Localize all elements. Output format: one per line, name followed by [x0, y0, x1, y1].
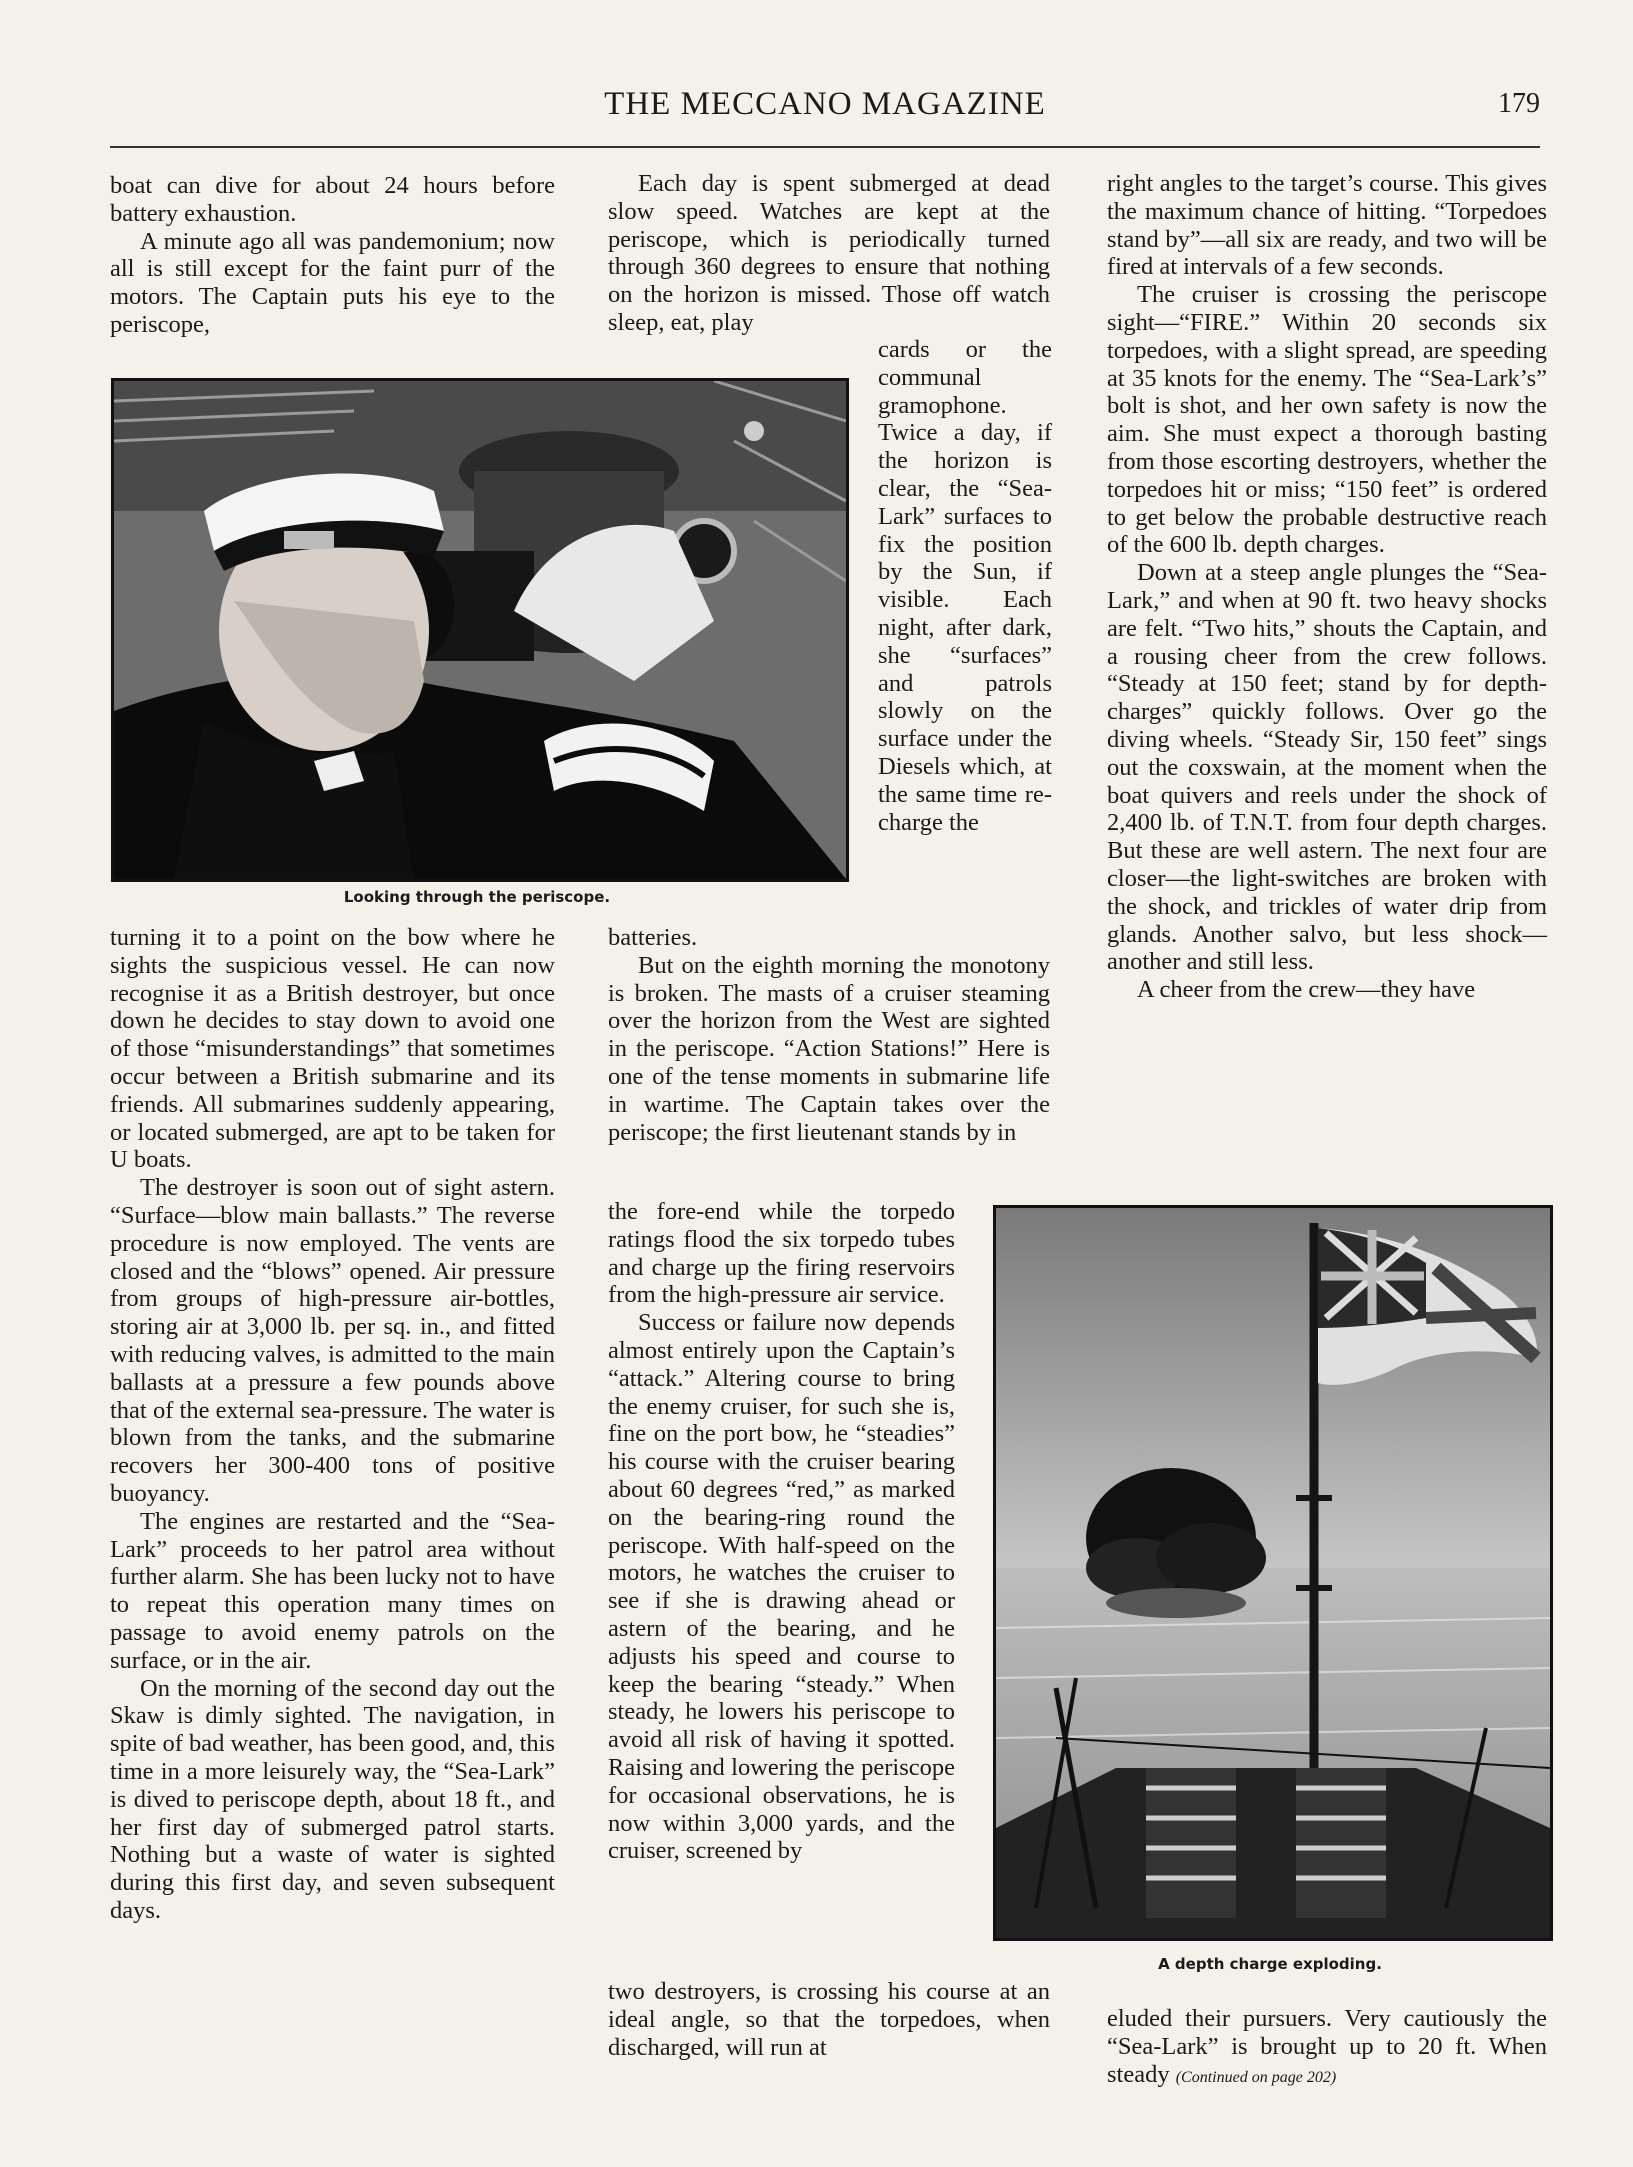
paragraph: The cruiser is crossing the periscope sight—“FIRE.” Within 20 seconds six torpedoes, with a slight spread, are speeding at 35 knots for the enemy. The “Sea-Lark’s” bolt is shot, and her own safety is now the aim. She must expect a thorough basting from those escorting destroyers, whether the torpedoes hit or miss; “150 feet” is ordered to get below the probable destructive reach of the 600 lb. depth charges.: [1107, 281, 1547, 559]
paragraph-continued: batteries.: [608, 924, 698, 951]
column-2-wrap-text-2: [608, 1198, 955, 1865]
column-3-top: [1107, 170, 1547, 1004]
paragraph: Success or failure now depends almost entirely upon the Captain’s “attack.” Altering course to bring the enemy cruiser, for such she is, fine on the port bow, he “steadies” his course with the cruiser bearing about 60 degrees “red,” as marked on the bearing-ring round the periscope. With half-speed on the motors, he watches the cruiser to see if she is drawing ahead or astern of the bearing, and he adjusts his speed and course to keep the bearing “steady.” When steady, he lowers his periscope to avoid all risk of having it spotted. Raising and lowering the periscope for occasional observations, he is now within 3,000 yards, and the cruiser, screened by: [608, 1309, 955, 1865]
paragraph: A minute ago all was pandemonium; now all is still except for the faint purr of the motors. The Captain puts his eye to the periscope,: [110, 227, 555, 338]
continued-note: (Continued on page 202): [1175, 2068, 1337, 2086]
column-2-bottom: [608, 1978, 1050, 2061]
page-number: 179: [1498, 88, 1540, 119]
photo-caption-depth-charge: A depth charge exploding.: [1158, 1955, 1382, 1973]
paragraph-continued: two destroyers, is crossing his course at an ideal angle, so that the torpedoes, when discharged, will run at: [608, 1978, 1050, 2061]
paragraph: On the morning of the second day out the Skaw is dimly sighted. The navigation, in spite of bad weather, has been good, and, this time in a more leisurely way, the “Sea-Lark” is dived to periscope depth, about 18 ft., and her first day of submerged patrol starts. Nothing but a waste of water is sighted during this first day, and seven subsequent days.: [110, 1674, 555, 1924]
column-2-wrap-text: [878, 336, 1052, 836]
magazine-title: THE MECCANO MAGAZINE: [604, 86, 1046, 122]
paragraph: But on the eighth morning the monotony is broken. The masts of a cruiser steaming over the horizon from the West are sighted in the periscope. “Action Stations!” Here is one of the tense moments in submarine life in wartime. The Captain takes over the periscope; the first lieutenant stands by in: [608, 951, 1050, 1146]
paragraph: A cheer from the crew—they have: [1137, 976, 1476, 1004]
paragraph: turning it to a point on the bow where he sights the suspicious vessel. He can now recognise it as a British destroyer, but once down he decides to stay down to avoid one of those “misunderstandings” that sometimes occur between a British submarine and its friends. All submarines suddenly appearing, or located submerged, are apt to be taken for U boats.: [110, 924, 555, 1174]
paragraph-continued: the fore-end while the torpedo ratings flood the six torpedo tubes and charge up the firing reservoirs from the high-pressure air service.: [608, 1198, 955, 1309]
depth-charge-illustration: [996, 1208, 1550, 1938]
paragraph-continued: [1107, 2005, 1547, 2091]
periscope-illustration: [114, 381, 846, 879]
paragraph: Each day is spent submerged at dead slow speed. Watches are kept at the periscope, which is periodically turned through 360 degrees to ensure that nothing on the horizon is missed. Those off watch sleep, eat, play: [608, 170, 1050, 336]
depth-charge-photo: [993, 1205, 1553, 1941]
column-1-bottom: [110, 924, 555, 1925]
paragraph: The engines are restarted and the “Sea-Lark” proceeds to her patrol area without further alarm. She has been lucky not to have to repeat this operation many times on passage to avoid enemy patrols on the surface, or in the air.: [110, 1507, 555, 1674]
paragraph: Down at a steep angle plunges the “Sea-Lark,” and when at 90 ft. two heavy shocks are felt. “Two hits,” shouts the Captain, and a rousing cheer from the crew follows. “Steady at 150 feet; stand by for depth-charges” quickly follows. Over go the diving wheels. “Steady Sir, 150 feet” sings out the coxswain, at the moment when the boat quivers and reels under the shock of 2,400 lb. of T.N.T. from four depth charges. But these are well astern. The next four are closer—the light-switches are broken with the shock, and trickles of water drip from glands. Another salvo, but less shock—another and still less.: [1107, 559, 1547, 976]
column-3-bottom: [1107, 2005, 1547, 2091]
paragraph: The destroyer is soon out of sight astern. “Surface—blow main ballasts.” The reverse procedure is now employed. The vents are closed and the “blows” opened. Air pressure from groups of high-pressure air-bottles, storing air at 3,000 lb. per sq. in., and fitted with reducing valves, is admitted to the main ballasts at a pressure a few pounds above that of the external sea-pressure. The water is blown from the tanks, and the submarine recovers her 300-400 tons of positive buoyancy.: [110, 1174, 555, 1507]
paragraph-continued: cards or the communal gramophone. Twice a day, if the horizon is clear, the “Sea-Lark” surfaces to fix the position by the Sun, if visible. Each night, after dark, she “surfaces” and patrols slowly on the surface under the Diesels which, at the same time re-charge the: [878, 336, 1052, 836]
column-1-top: [110, 172, 555, 339]
column-2-middle: [608, 924, 1050, 1146]
periscope-photo: [111, 378, 849, 882]
column-2-top: [608, 170, 1050, 337]
page-header: [110, 86, 1540, 148]
paragraph: right angles to the target’s course. This gives the maximum chance of hitting. “Torpedoes stand by”—all six are ready, and two will be fired at intervals of a few seconds.: [1107, 170, 1547, 281]
paragraph-text: eluded their pursuers. Very cautiously the “Sea-Lark” is brought up to 20 ft. When steady: [1107, 2005, 1547, 2088]
paragraph: boat can dive for about 24 hours before battery exhaustion.: [110, 172, 555, 227]
photo-caption-periscope: Looking through the periscope.: [343, 888, 611, 906]
